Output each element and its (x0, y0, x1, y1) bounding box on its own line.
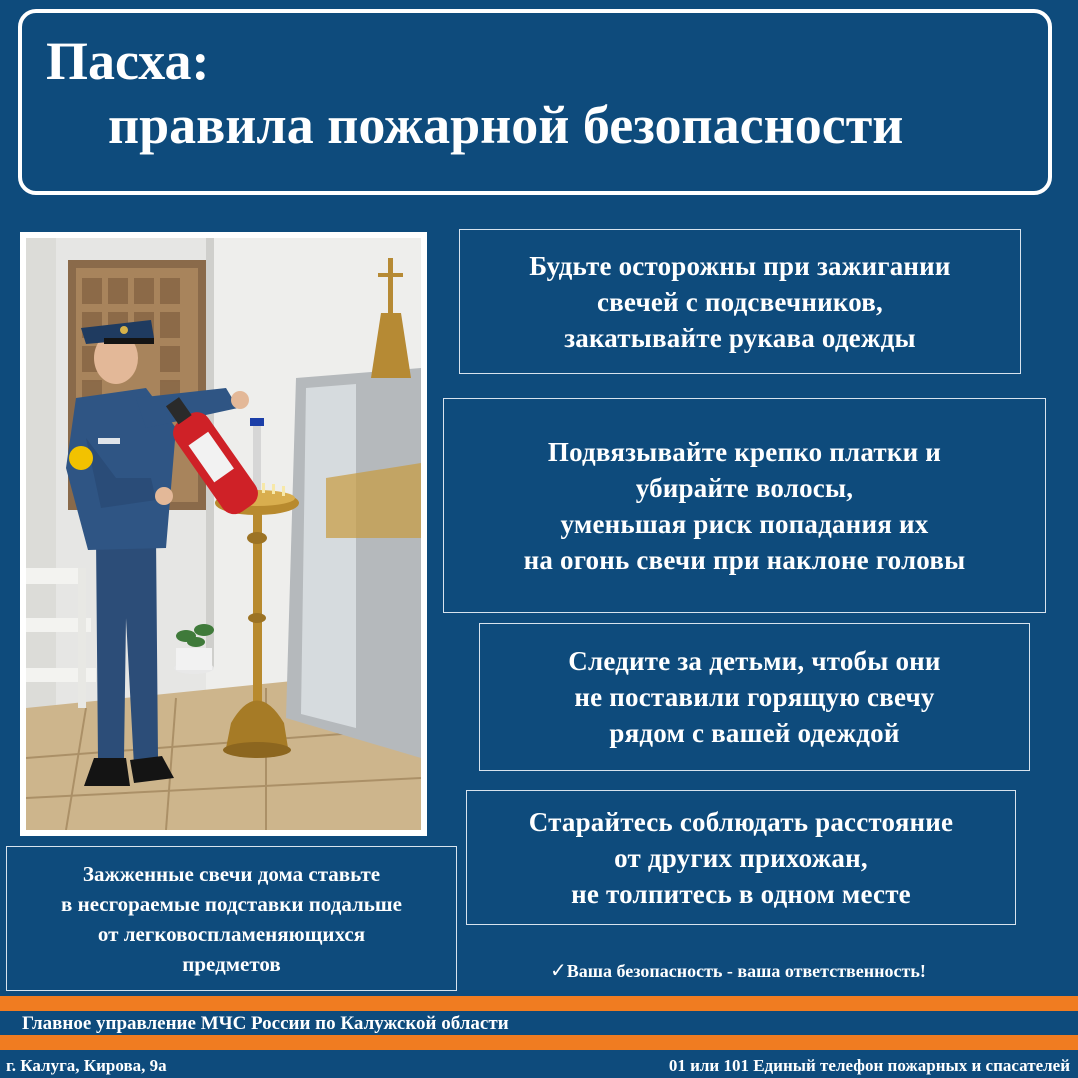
orange-stripe-top (0, 996, 1078, 1011)
motto-text: Ваша безопасность - ваша ответственность! (566, 961, 926, 981)
safety-tip-children: Следите за детьми, чтобы они не поставили горящую свечу рядом с вашей одеждой (479, 623, 1030, 771)
footer-organization: Главное управление МЧС России по Калужской области (22, 1013, 509, 1034)
page-title-line1: Пасха: (46, 31, 210, 91)
checkmark-icon: ✓ (550, 958, 567, 982)
title-box (18, 9, 1052, 195)
safety-tip-distance: Старайтесь соблюдать расстояние от других прихожан, не толпитесь в одном месте (466, 790, 1016, 925)
footer-address: г. Калуга, Кирова, 9а (6, 1056, 167, 1075)
safety-tip-home-candles: Зажженные свечи дома ставьте в несгораемые подставки подальше от легковоспламеняющихся предметов (6, 846, 457, 991)
safety-tip-hair: Подвязывайте крепко платки и убирайте волосы, уменьшая риск попадания их на огонь свечи при наклоне головы (443, 398, 1046, 613)
page-title-line2: правила пожарной безопасности (108, 95, 904, 155)
firefighter-with-extinguisher-illustration (26, 238, 421, 830)
footer-phone: 01 или 101 Единый телефон пожарных и спасателей (668, 1056, 1070, 1075)
orange-stripe-bottom (0, 1035, 1078, 1050)
safety-tip-sleeves: Будьте осторожны при зажигании свечей с подсвечников, закатывайте рукава одежды (459, 229, 1021, 374)
motto (550, 958, 1050, 982)
firefighter-photo (20, 232, 427, 836)
